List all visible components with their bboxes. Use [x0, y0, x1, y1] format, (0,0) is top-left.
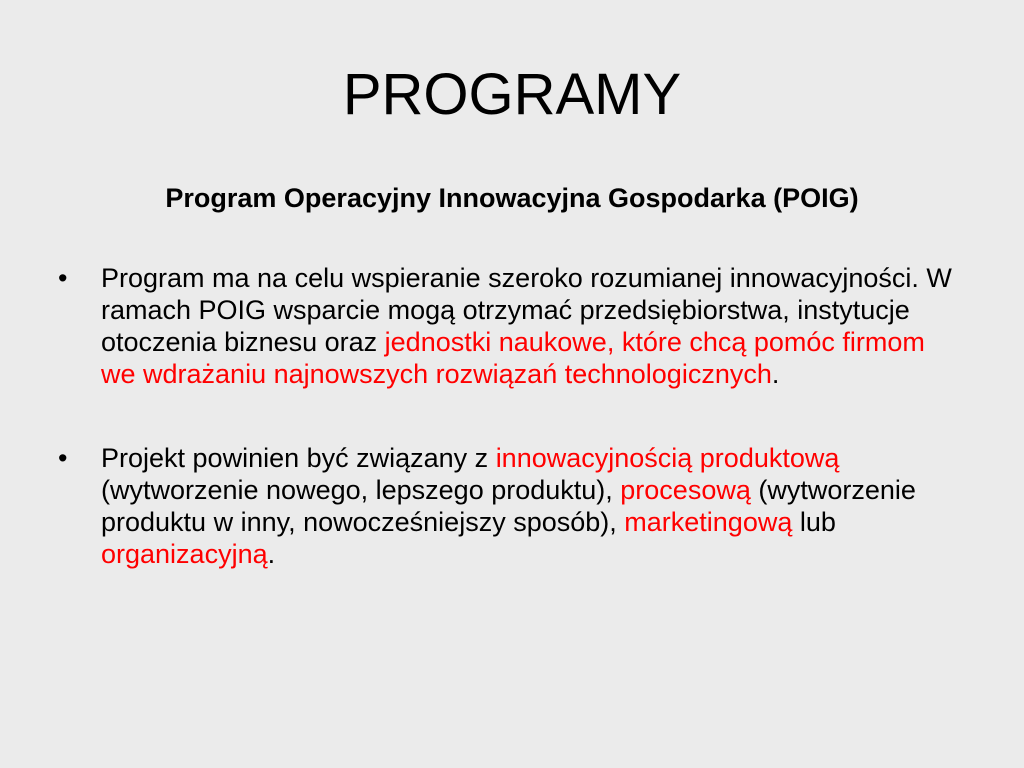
slide-subtitle: Program Operacyjny Innowacyjna Gospodarka (POIG) — [165, 183, 859, 213]
highlighted-text: jednostki naukowe, które chcą pomóc firmom we wdrażaniu najnowszych rozwiązań technologicznych — [101, 327, 925, 389]
bullet-item-innovation-types — [58, 442, 958, 570]
highlighted-text: organizacyjną — [101, 539, 268, 569]
bullet-text: Projekt powinien być związany z — [101, 443, 496, 473]
bullet-text: . — [267, 539, 276, 569]
highlighted-text: innowacyjnością produktową — [495, 443, 840, 473]
highlighted-text: procesową — [620, 475, 751, 505]
highlighted-text: marketingową — [624, 507, 793, 537]
slide-title: PROGRAMY — [342, 62, 682, 127]
bullet-list — [58, 262, 958, 570]
bullet-marker: • — [58, 263, 68, 293]
bullet-text: Program ma na celu wspieranie szeroko rozumianej innowacyjności. W ramach POIG wsparcie mogą otrzymać przedsiębiorstwa, instytucje otoczenia biznesu oraz — [101, 263, 952, 357]
bullet-text: (wytworzenie produktu w inny, nowocześniejszy sposób), — [101, 475, 916, 537]
bullet-text: lub — [792, 507, 836, 537]
bullet-text: . — [771, 359, 780, 389]
bullet-marker: • — [58, 443, 68, 473]
bullet-text: (wytworzenie nowego, lepszego produktu), — [101, 475, 621, 505]
bullet-item-goal — [58, 262, 958, 390]
